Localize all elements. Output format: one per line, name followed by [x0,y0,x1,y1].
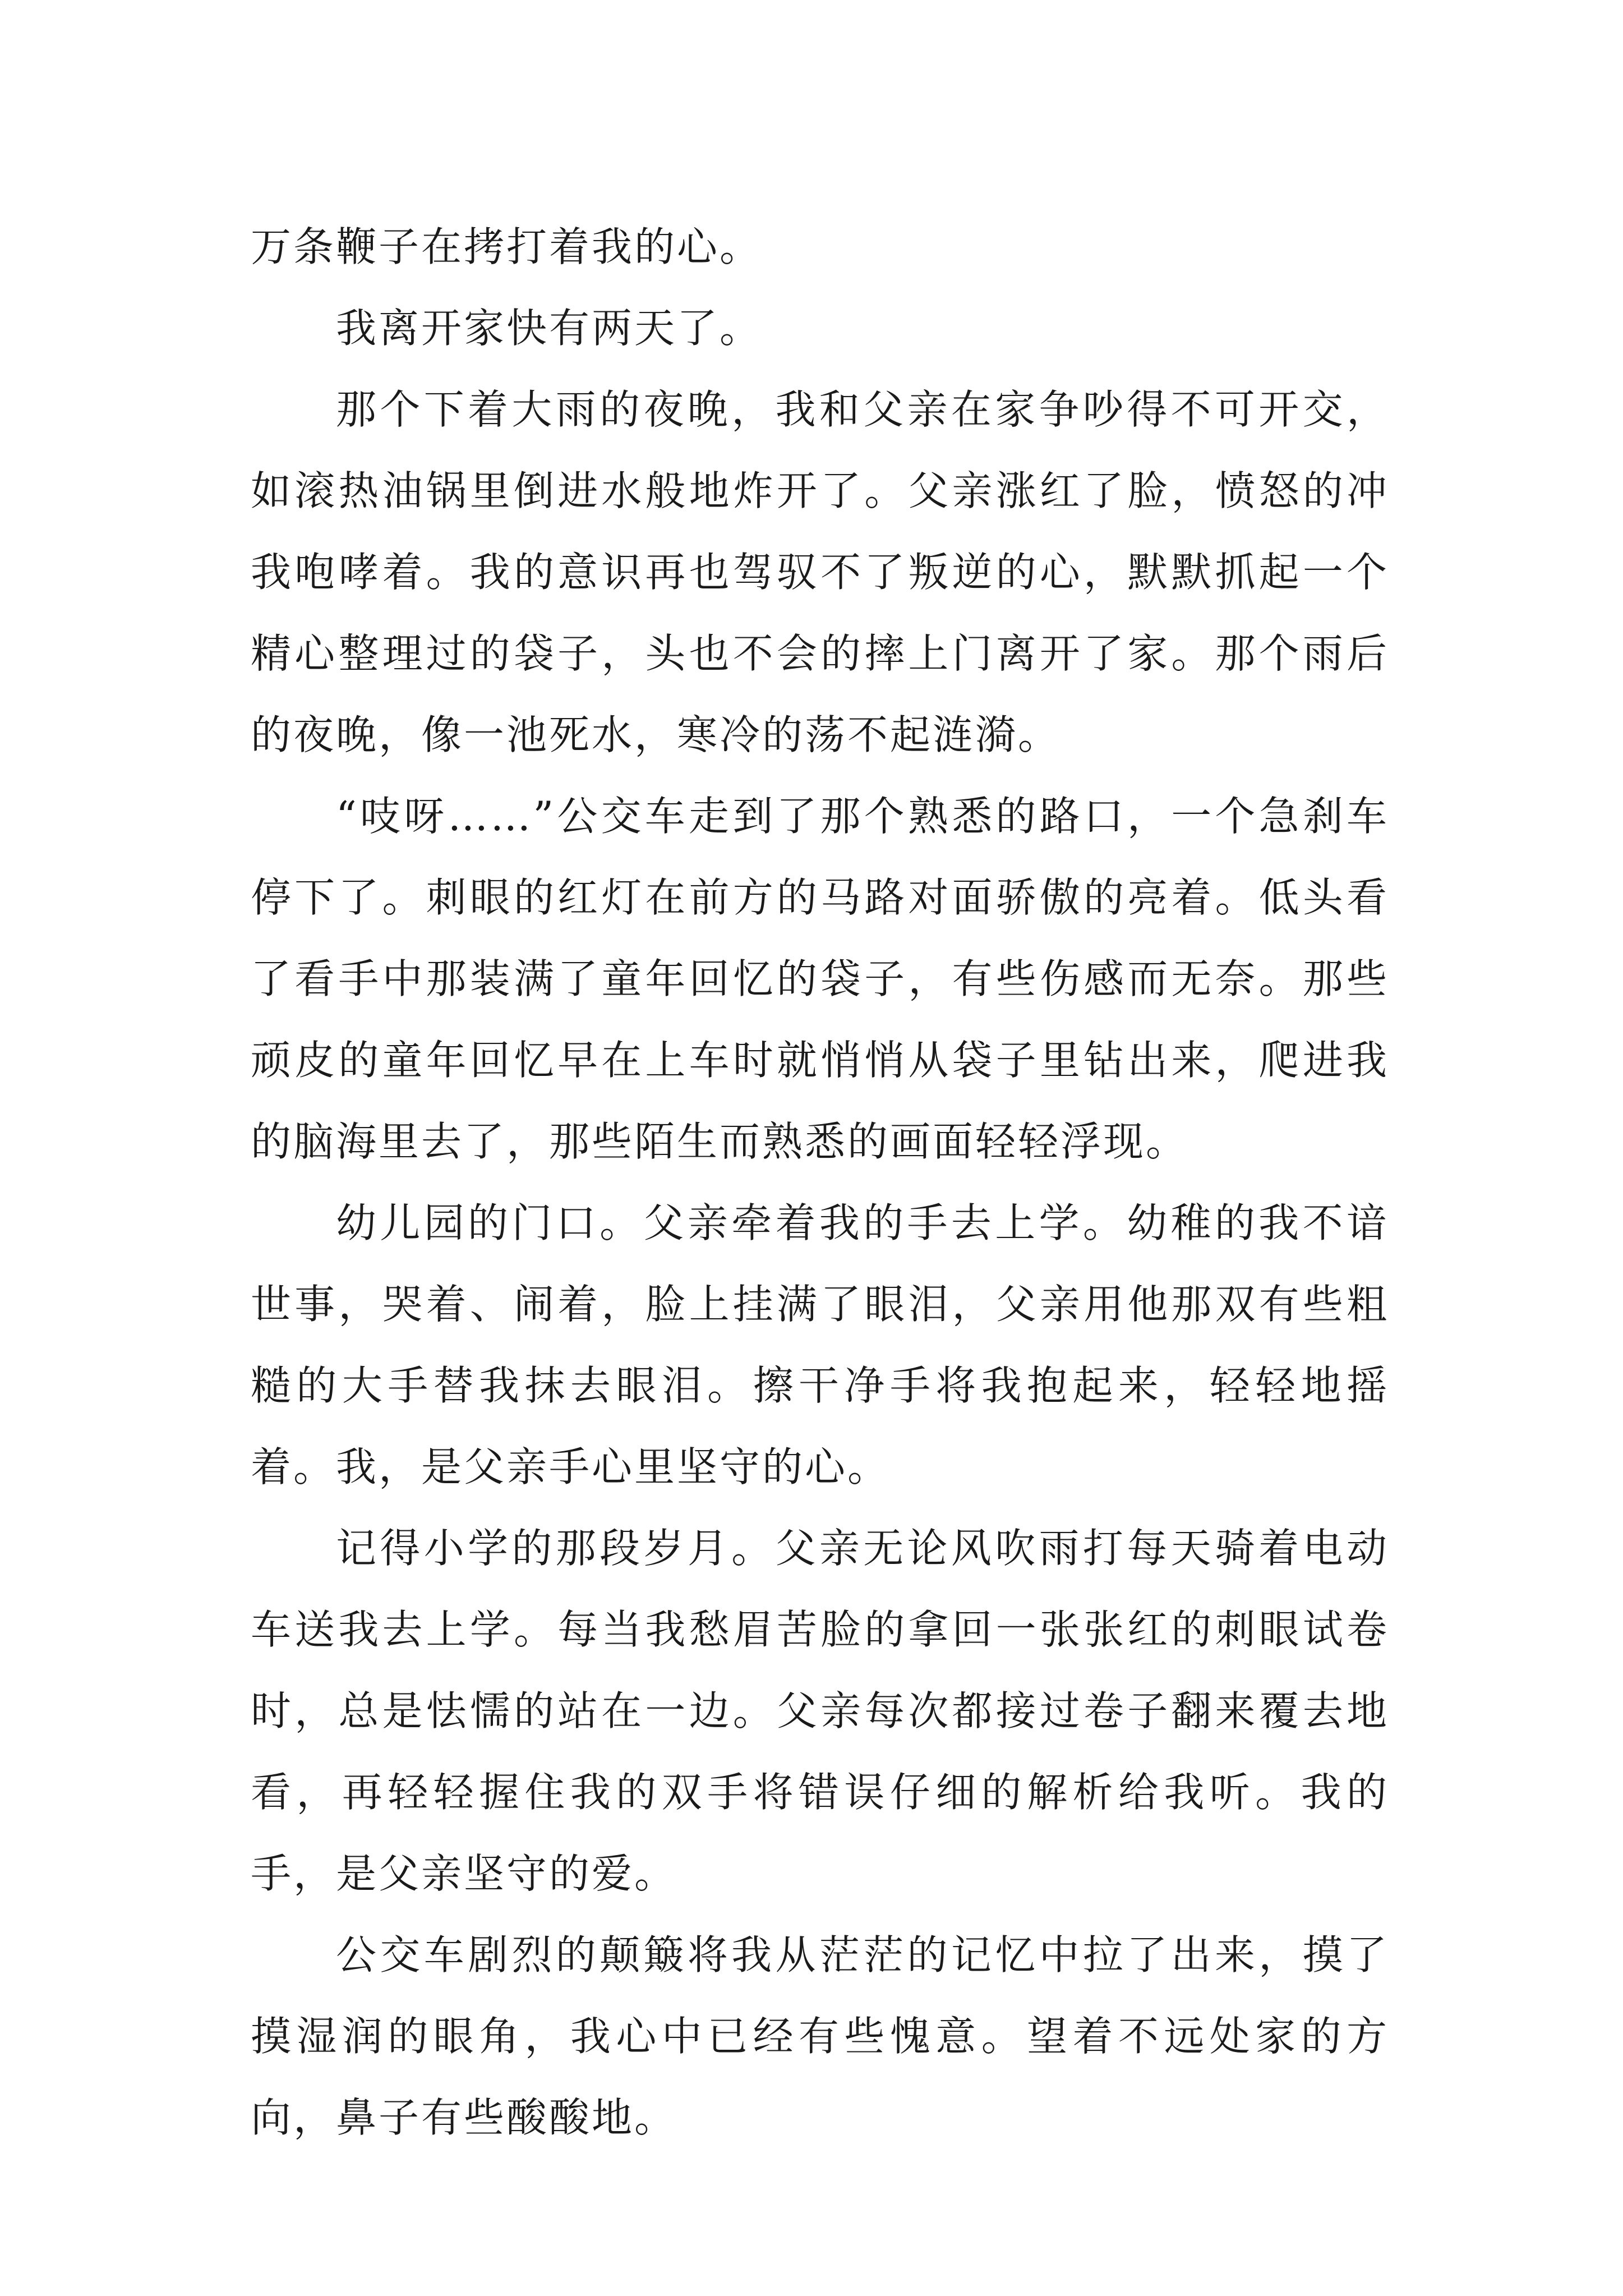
paragraph-2: 我离开家快有两天了。 [336,305,763,352]
body-text [251,206,1389,2159]
paragraph-6: 记得小学的那段岁月。父亲无论风吹雨打每天骑着电动车送我去上学。每当我愁眉苦脸的拿回一张张红的刺眼试卷时，总是怯懦的站在一边。父亲每次都接过卷子翻来覆去地看，再轻轻握住我的双手将错误仔细的解析给我听。我的手，是父亲坚守的爱。 [251,1525,1389,1897]
paragraph-1: 万条鞭子在拷打着我的心。 [251,223,763,270]
paragraph-3: 那个下着大雨的夜晚，我和父亲在家争吵得不可开交，如滚热油锅里倒进水般地炸开了。父亲涨红了脸，愤怒的冲我咆哮着。我的意识再也驾驭不了叛逆的心，默默抓起一个精心整理过的袋子，头也不会的摔上门离开了家。那个雨后的夜晚，像一池死水，寒冷的荡不起涟漪。 [251,386,1389,758]
paragraph-4: “吱呀……”公交车走到了那个熟悉的路口，一个急刹车停下了。刺眼的红灯在前方的马路对面骄傲的亮着。低头看了看手中那装满了童年回忆的袋子，有些伤感而无奈。那些顽皮的童年回忆早在上车时就悄悄从袋子里钻出来，爬进我的脑海里去了，那些陌生而熟悉的画面轻轻浮现。 [251,793,1389,1165]
paragraph-7: 公交车剧烈的颠簸将我从茫茫的记忆中拉了出来，摸了摸湿润的眼角，我心中已经有些愧意。望着不远处家的方向，鼻子有些酸酸地。 [251,1931,1389,2141]
paragraph-5: 幼儿园的门口。父亲牵着我的手去上学。幼稚的我不谙世事，哭着、闹着，脸上挂满了眼泪，父亲用他那双有些粗糙的大手替我抹去眼泪。擦干净手将我抱起来，轻轻地摇着。我，是父亲手心里坚守的心。 [251,1199,1389,1490]
